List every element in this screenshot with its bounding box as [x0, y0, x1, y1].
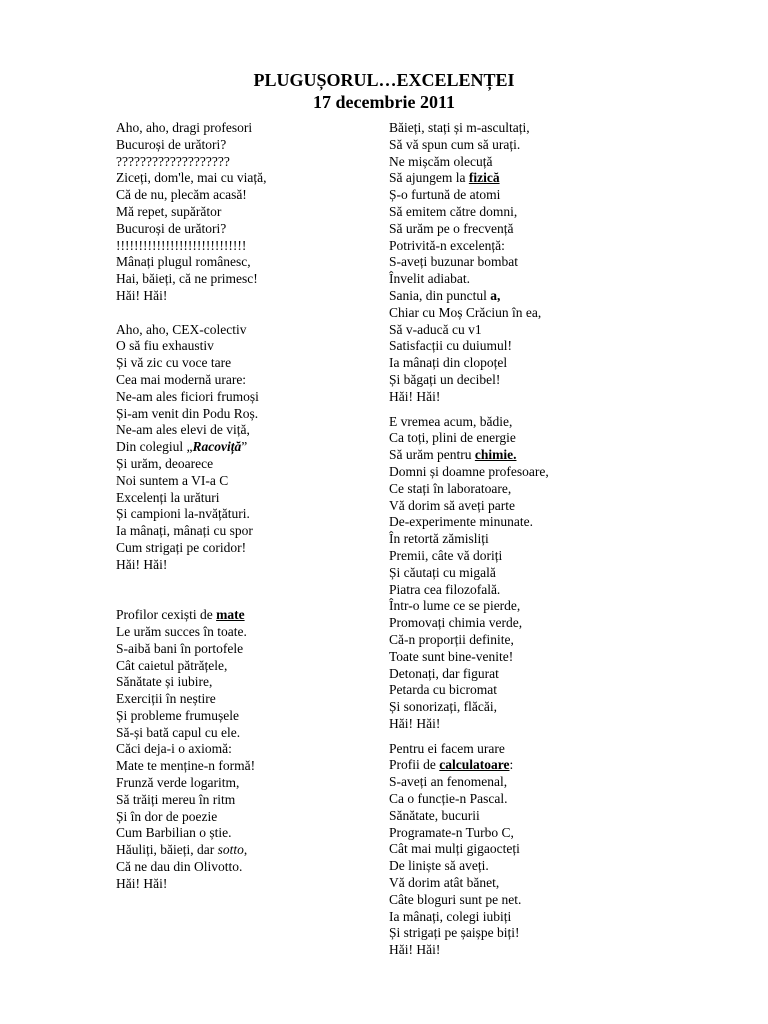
verse-line: Câte bloguri sunt pe net.: [389, 891, 522, 907]
verse-line: Hăi! Hăi!: [389, 388, 441, 404]
verse-line: Noi suntem a VI-a C: [116, 472, 229, 488]
document-title: PLUGUȘORUL…EXCELENȚEI: [253, 70, 515, 90]
verse-line: Hăi! Hăi!: [116, 287, 168, 303]
verse-line: Ne-am ales ficiori frumoși: [116, 388, 259, 404]
verse-line: Ia mânați din clopoțel: [389, 355, 508, 371]
verse-line: Premii, câte vă doriți: [389, 547, 503, 563]
verse-line: Ce stați în laboratoare,: [389, 480, 512, 496]
point-a: a,: [490, 287, 501, 303]
verse-line: Și băgați un decibel!: [389, 371, 501, 387]
verse-line: Domni și doamne profesoare,: [389, 463, 549, 479]
verse-line: Să vă spun cum să urați.: [389, 136, 521, 152]
verse-line: Ca o funcție-n Pascal.: [389, 791, 508, 807]
verse-line: Cât caietul pătrățele,: [116, 657, 228, 673]
verse-line: S-aveți an fenomenal,: [389, 774, 508, 790]
left-column: [116, 120, 366, 893]
verse-line: Cea mai modernă urare:: [116, 371, 247, 387]
verse-line: Sănătate, bucurii: [389, 807, 480, 823]
verse-line: Le urăm succes în toate.: [116, 623, 247, 639]
verse-line: Piatra cea filozofală.: [389, 581, 501, 597]
verse-line: Hăi! Hăi!: [116, 875, 168, 891]
verse-line: Din colegiul „Racoviță”: [116, 439, 248, 455]
verse-line: S-aibă bani în portofele: [116, 640, 244, 656]
verse-line: Învelit adiabat.: [389, 271, 470, 287]
verse-line: Frunză verde logaritm,: [116, 775, 240, 791]
verse-line: Hăi! Hăi!: [389, 715, 441, 731]
racovita-name: Racoviță: [192, 439, 242, 455]
verse-line: Și vă zic cu voce tare: [116, 355, 232, 371]
stanza-fizica-end: [389, 305, 649, 406]
verse-line: Și urăm, deoarece: [116, 455, 214, 471]
verse-line: Bucuroși de urători?: [116, 136, 227, 152]
stanza-chimie: [389, 464, 649, 733]
verse-line: Toate sunt bine-venite!: [389, 648, 514, 664]
verse-line: Ia mânați, mânați cu spor: [116, 523, 253, 539]
verse-line: Să ajungem la fizică: [389, 170, 500, 186]
verse-line: Petarda cu bicromat: [389, 682, 497, 698]
verse-line: Programate-n Turbo C,: [389, 824, 514, 840]
verse-line: Sania, din punctul a,: [389, 287, 501, 303]
verse-line: Excelenți la urături: [116, 489, 220, 505]
verse-line: Cum strigați pe coridor!: [116, 539, 247, 555]
verse-line: E vremea acum, bădie,: [389, 413, 513, 429]
verse-line: Să urăm pentru chimie.: [389, 447, 517, 463]
verse-line: Să emitem către domni,: [389, 203, 518, 219]
verse-line: De-experimente minunate.: [389, 514, 533, 530]
verse-line: Aho, aho, dragi profesori: [116, 120, 253, 135]
verse-line: Și campioni la-nvățături.: [116, 506, 250, 522]
verse-line: Ne-am ales elevi de viță,: [116, 422, 250, 438]
stanza-cex: [116, 322, 366, 440]
verse-line: Că de nu, plecăm acasă!: [116, 187, 247, 203]
verse-line: !!!!!!!!!!!!!!!!!!!!!!!!!!!!!: [116, 237, 247, 253]
verse-line: Cum Barbilian o știe.: [116, 825, 232, 841]
verse-line: Hăi! Hăi!: [116, 556, 168, 572]
verse-line: Profii de calculatoare:: [389, 757, 514, 773]
verse-line: Bucuroși de urători?: [116, 220, 227, 236]
verse-line: Că ne dau din Olivotto.: [116, 859, 243, 875]
verse-line: Într-o lume ce se pierde,: [389, 598, 521, 614]
stanza-mate-end: [116, 859, 366, 893]
verse-line: Vă dorim atât bănet,: [389, 875, 500, 891]
verse-line: Să v-aducă cu v1: [389, 321, 482, 337]
verse-line: De liniște să aveți.: [389, 858, 489, 874]
verse-line: Pentru ei facem urare: [389, 740, 505, 756]
stanza-fizica-start: [389, 120, 649, 170]
verse-line: Că-n proporții definite,: [389, 631, 514, 647]
stanza-calculatoare: [389, 774, 649, 959]
verse-line: Și-am venit din Podu Roș.: [116, 405, 259, 421]
verse-line: Sănătate și iubire,: [116, 674, 213, 690]
verse-line: Cât mai mulți gigaocteți: [389, 841, 520, 857]
subject-chimie: chimie.: [474, 447, 517, 463]
verse-line: Hai, băieți, că ne primesc!: [116, 271, 258, 287]
right-column: [389, 120, 649, 959]
verse-line: Mate te menține-n formă!: [116, 758, 256, 774]
subject-calculatoare: calculatoare: [439, 757, 510, 773]
stanza-cex-end: [116, 456, 366, 574]
verse-line: Și căutați cu migală: [389, 564, 496, 580]
stanza-greeting: [116, 120, 366, 305]
verse-line: Hăuliți, băieți, dar sotto,: [116, 842, 248, 858]
verse-line: Și în dor de poezie: [116, 808, 218, 824]
verse-line: S-aveți buzunar bombat: [389, 254, 518, 270]
document-date: 17 decembrie 2011: [313, 92, 455, 112]
verse-line: Ca toți, plini de energie: [389, 430, 516, 446]
verse-line: Să trăiți mereu în ritm: [116, 791, 236, 807]
verse-line: O să fiu exhaustiv: [116, 338, 214, 354]
subject-fizica: fizică: [468, 170, 500, 186]
verse-line: Profilor cexiști de mate: [116, 607, 245, 623]
stanza-fizica: [389, 187, 649, 288]
verse-line: Să urăm pe o frecvență: [389, 220, 514, 236]
verse-line: Mă repet, supărător: [116, 203, 222, 219]
verse-line: Satisfacții cu duiumul!: [389, 338, 512, 354]
verse-line: Exerciții în neștire: [116, 691, 216, 707]
verse-line: Și probleme frumușele: [116, 707, 239, 723]
verse-line: Hăi! Hăi!: [389, 942, 441, 958]
verse-line: Ia mânați, colegi iubiți: [389, 908, 512, 924]
verse-line: Și strigați pe șaișpe biți!: [389, 925, 520, 941]
verse-line: Să-și bată capul cu ele.: [116, 724, 241, 740]
verse-line: Căci deja-i o axiomă:: [116, 741, 232, 757]
verse-line: Ziceți, dom'le, mai cu viață,: [116, 170, 267, 186]
sotto-word: sotto: [217, 842, 244, 858]
verse-line: Mânați plugul românesc,: [116, 254, 251, 270]
subject-mate: mate: [216, 607, 245, 623]
stanza-mate: [116, 624, 366, 842]
verse-line: Vă dorim să aveți parte: [389, 497, 515, 513]
verse-line: Băieți, stați și m-ascultați,: [389, 120, 530, 135]
stanza-chimie-start: [389, 414, 649, 448]
verse-line: Detonați, dar figurat: [389, 665, 499, 681]
verse-line: Promovați chimia verde,: [389, 615, 523, 631]
verse-line: Chiar cu Moș Crăciun în ea,: [389, 304, 542, 320]
verse-line: Ne mișcăm olecuță: [389, 153, 493, 169]
verse-line: Potrivită-n excelență:: [389, 237, 505, 253]
verse-line: Și sonorizați, flăcăi,: [389, 699, 497, 715]
verse-line: ???????????????????: [116, 153, 230, 169]
verse-line: Ș-o furtună de atomi: [389, 187, 501, 203]
verse-line: Aho, aho, CEX-colectiv: [116, 321, 247, 337]
verse-line: În retortă zămisliți: [389, 531, 489, 547]
